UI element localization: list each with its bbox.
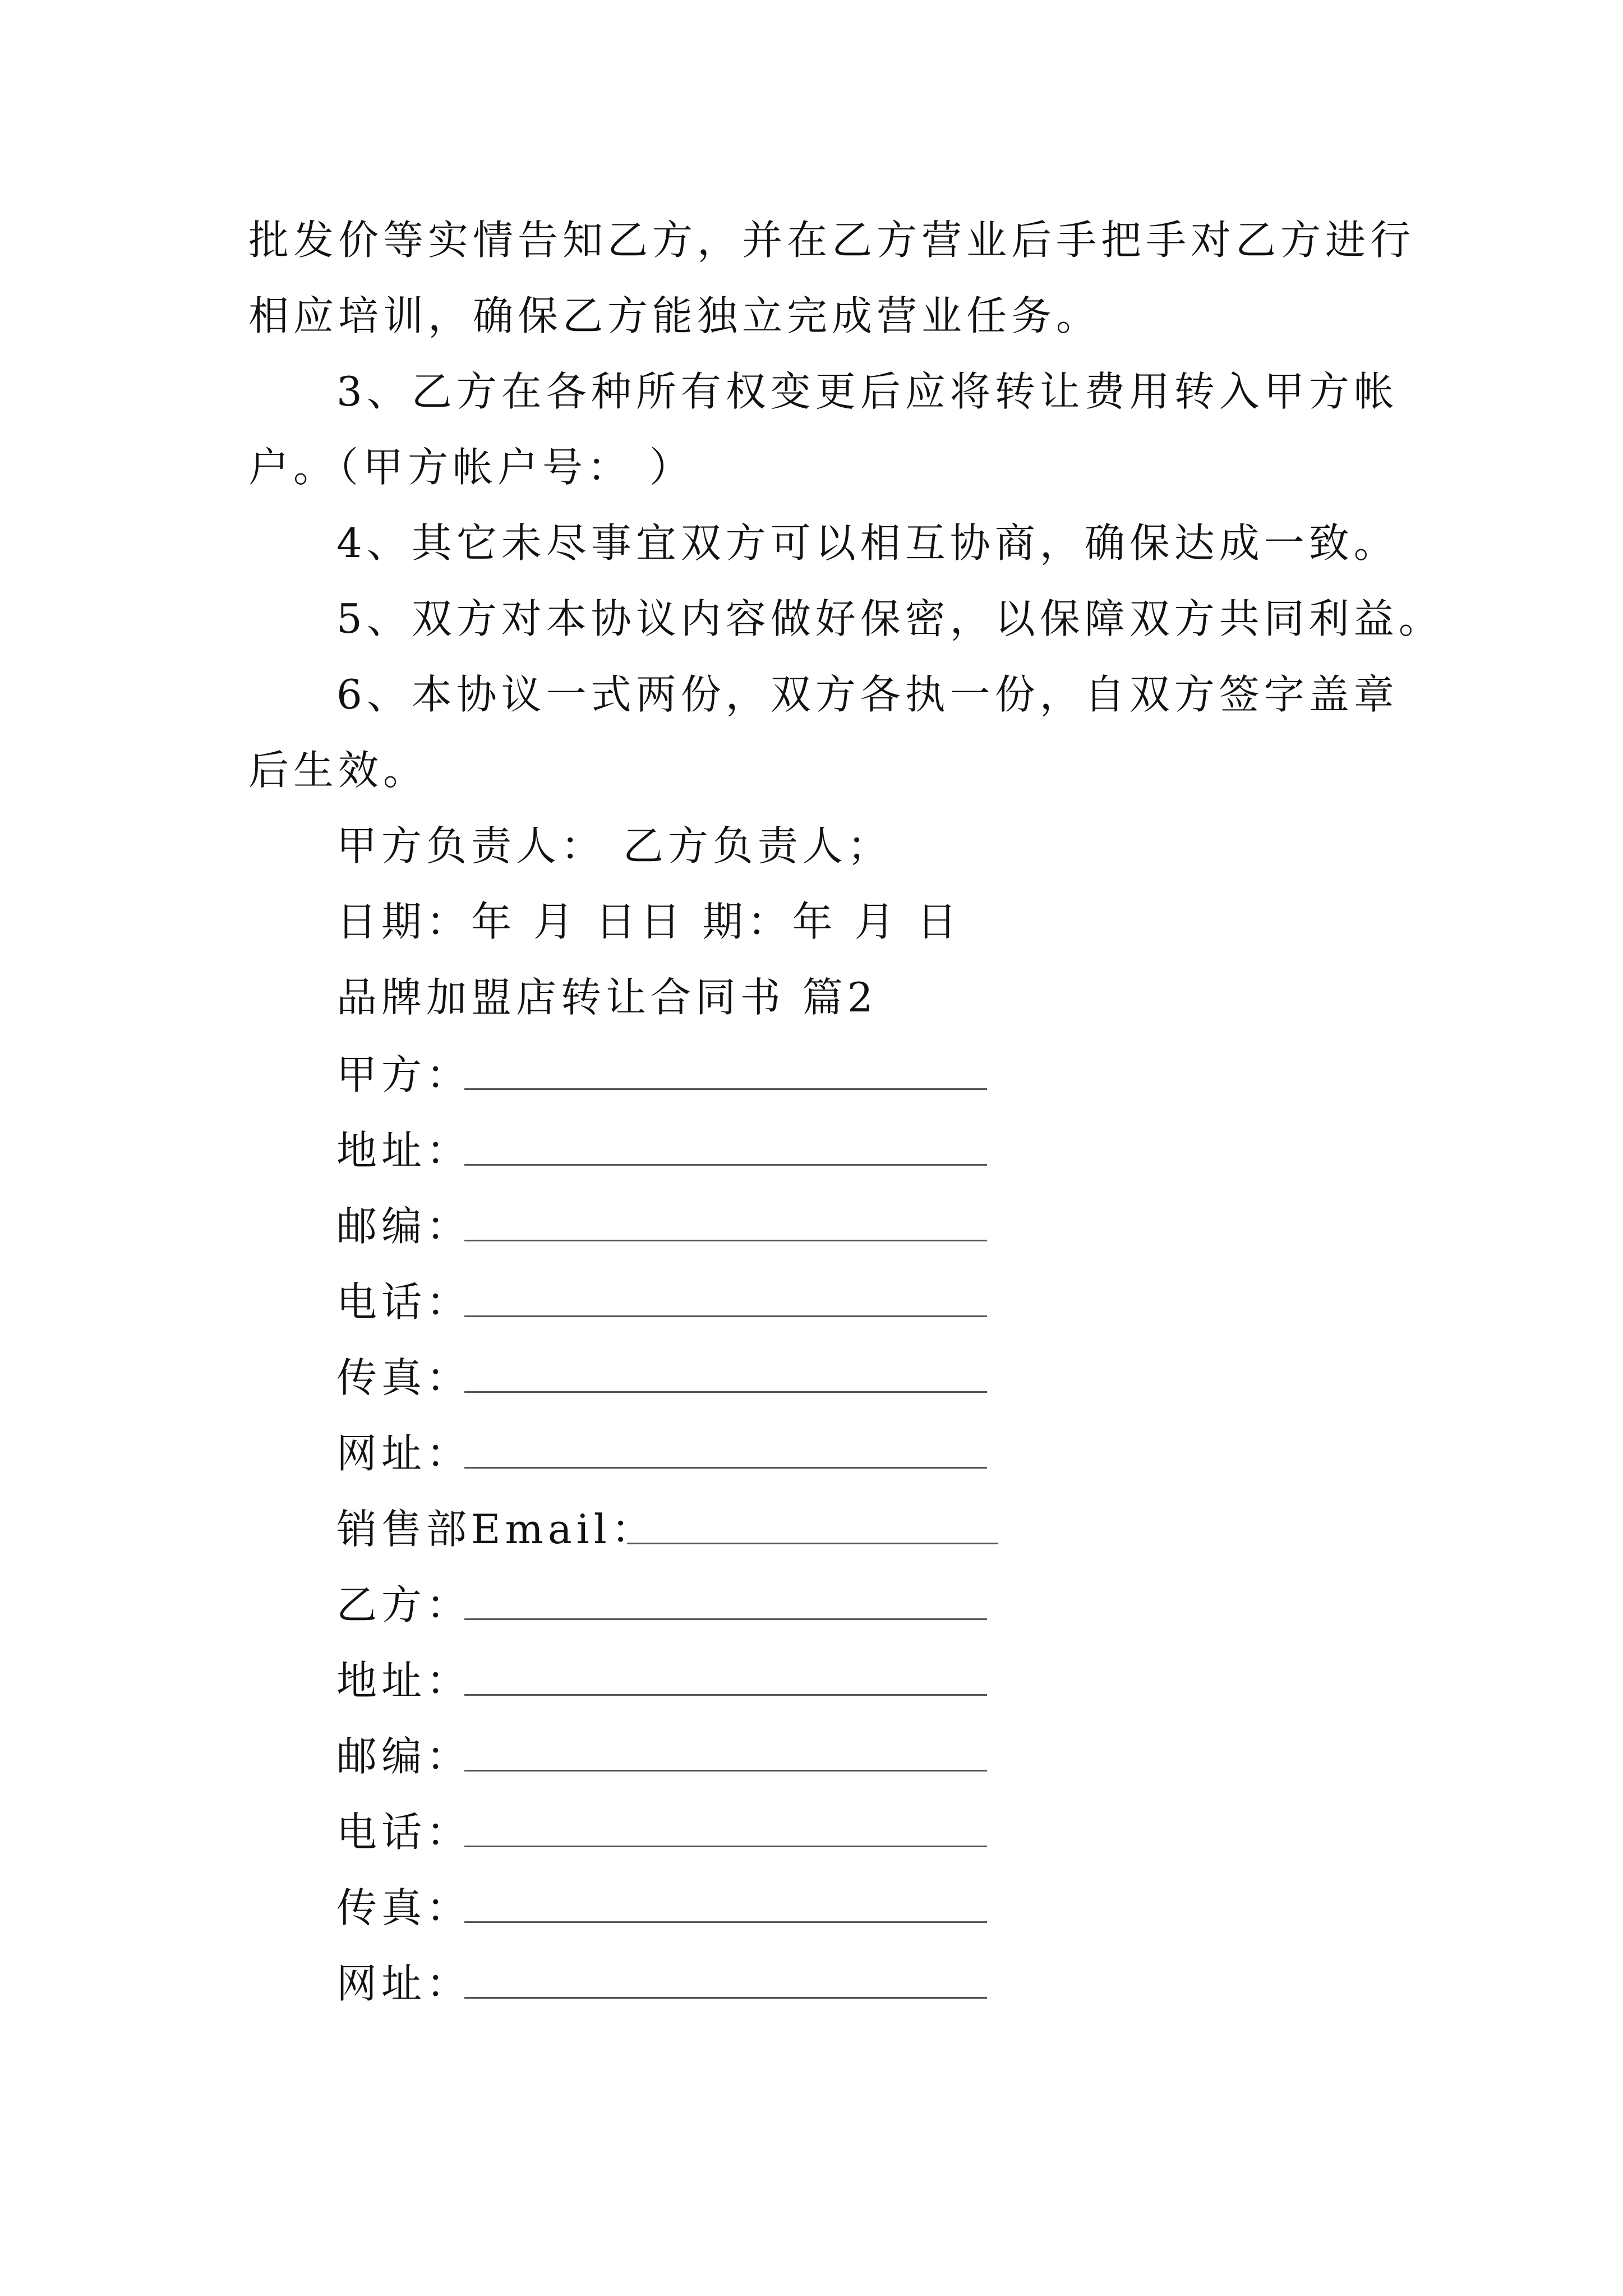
field-label: 邮编： — [336, 1203, 472, 1250]
fill-in-blank — [464, 1618, 987, 1620]
date-line: 日期：年 月 日日 期：年 月 日 — [336, 898, 962, 945]
clause-5: 5、双方对本协议内容做好保密，以保障双方共同利益。 — [336, 595, 1444, 642]
fill-in-blank — [627, 1543, 998, 1544]
fill-in-blank — [464, 1770, 987, 1772]
field-label: 电话： — [336, 1278, 472, 1326]
signature-line: 甲方负责人： 乙方负责人； — [336, 822, 892, 869]
party-a-name-field — [336, 1048, 471, 1102]
field-label: 甲方： — [336, 1051, 472, 1098]
paragraph-line: 户。（甲方帐户号： ） — [248, 444, 694, 491]
fill-in-blank — [464, 1467, 987, 1469]
paragraph-line: 相应培训，确保乙方能独立完成营业任务。 — [248, 292, 1101, 339]
fill-in-blank — [464, 1088, 987, 1090]
field-label: 网址： — [336, 1430, 472, 1477]
section-title: 品牌加盟店转让合同书 篇2 — [336, 974, 878, 1021]
clause-4: 4、其它未尽事宜双方可以相互协商，确保达成一致。 — [336, 519, 1399, 567]
fill-in-blank — [464, 1164, 987, 1166]
field-label: 电话： — [336, 1809, 472, 1856]
fill-in-blank — [464, 1997, 987, 1999]
field-label: 网址： — [336, 1960, 472, 2007]
party-a-phone-field — [336, 1275, 471, 1329]
paragraph-line: 后生效。 — [248, 747, 428, 794]
fill-in-blank — [464, 1315, 987, 1317]
party-b-fax-field — [336, 1881, 471, 1935]
party-b-name-field — [336, 1578, 471, 1632]
party-a-fax-field — [336, 1351, 471, 1405]
party-a-postcode-field — [336, 1199, 471, 1253]
party-b-phone-field — [336, 1805, 471, 1859]
party-a-sales-email-field — [336, 1502, 656, 1556]
party-a-website-field — [336, 1427, 471, 1480]
fill-in-blank — [464, 1921, 987, 1923]
field-label: 地址： — [336, 1127, 472, 1174]
paragraph-line: 批发价等实情告知乙方，并在乙方营业后手把手对乙方进行 — [248, 217, 1415, 264]
fill-in-blank — [464, 1240, 987, 1241]
fill-in-blank — [464, 1846, 987, 1847]
field-label: 地址： — [336, 1657, 472, 1704]
field-label: 销售部Email： — [336, 1506, 656, 1553]
field-label: 乙方： — [336, 1581, 472, 1628]
fill-in-blank — [464, 1391, 987, 1393]
field-label: 邮编： — [336, 1733, 472, 1780]
field-label: 传真： — [336, 1884, 472, 1931]
field-label: 传真： — [336, 1354, 472, 1401]
clause-6: 6、本协议一式两份，双方各执一份，自双方签字盖章 — [336, 671, 1399, 718]
party-b-address-field — [336, 1654, 471, 1708]
fill-in-blank — [464, 1694, 987, 1696]
clause-3: 3、乙方在各种所有权变更后应将转让费用转入甲方帐 — [336, 368, 1399, 415]
party-a-address-field — [336, 1124, 471, 1177]
party-b-postcode-field — [336, 1729, 471, 1783]
party-b-website-field — [336, 1957, 471, 2010]
